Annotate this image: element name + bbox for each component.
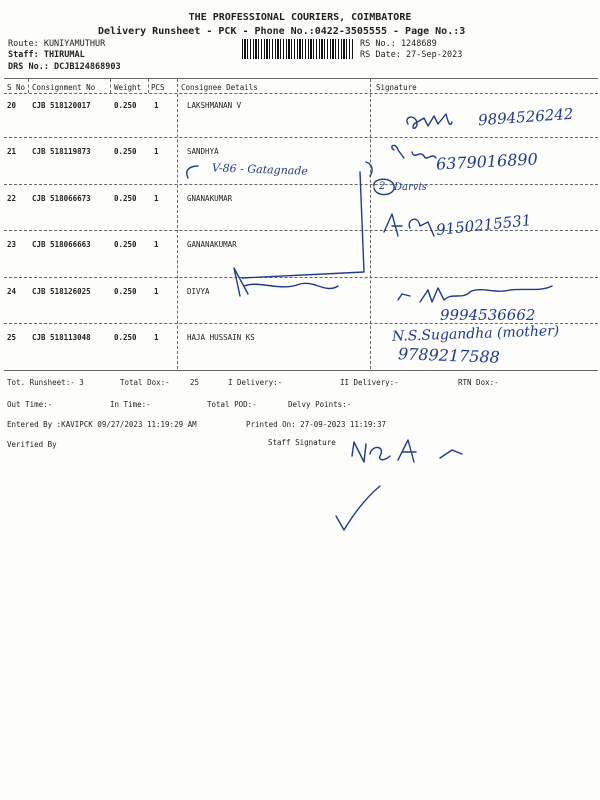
row-weight: 0.250 <box>114 287 137 296</box>
handwritten-note-row21: V-86 - Gatagnade <box>211 161 309 178</box>
drs-number: DRS No.: DCJB124868903 <box>8 62 121 72</box>
row-consignment: CJB 518126025 <box>32 287 91 296</box>
handwritten-phone-5: 9789217588 <box>397 344 501 367</box>
row-sno: 25 <box>7 333 17 342</box>
handwritten-phone-2: 6379016890 <box>435 149 539 174</box>
route-label: Route: KUNIYAMUTHUR <box>8 39 106 49</box>
total-dox-value: 25 <box>190 378 200 387</box>
row-weight: 0.250 <box>114 333 137 342</box>
row-weight: 0.250 <box>114 194 137 203</box>
circled-number: 2 <box>379 181 386 192</box>
rs-date: RS Date: 27-Sep-2023 <box>360 50 463 60</box>
row-pcs: 1 <box>154 287 159 296</box>
handwritten-word-row22: Darvis <box>394 182 427 193</box>
staff-signature-label: Staff Signature <box>268 438 336 447</box>
row-pcs: 1 <box>154 147 159 156</box>
row-weight: 0.250 <box>114 240 137 249</box>
total-runsheet: Tot. Runsheet:- 3 <box>7 378 84 387</box>
runsheet-subtitle: Delivery Runsheet - PCK - Phone No.:0422-3505555 - Page No.:3 <box>98 26 466 37</box>
total-dox-label: Total Dox:- <box>120 378 170 387</box>
handwritten-phone-4: 9994536662 <box>440 306 536 324</box>
row-pcs: 1 <box>154 333 159 342</box>
row-consignee: HAJA HUSSAIN KS <box>187 333 255 342</box>
total-pod: Total POD:- <box>207 400 257 409</box>
ii-delivery: II Delivery:- <box>340 378 399 387</box>
row-sno: 21 <box>7 147 17 156</box>
col-consignee: Consignee Details <box>181 83 258 92</box>
col-consignment: Consignment No <box>32 83 96 92</box>
out-time: Out Time:- <box>7 400 53 409</box>
verified-by: Verified By <box>7 440 57 449</box>
row-consignment: CJB 518119873 <box>32 147 91 156</box>
row-weight: 0.250 <box>114 147 137 156</box>
row-consignment: CJB 518066673 <box>32 194 91 203</box>
row-consignee: LAKSHMANAN V <box>187 101 242 110</box>
row-sno: 22 <box>7 194 17 203</box>
printed-on: Printed On: 27-09-2023 11:19:37 <box>246 420 386 429</box>
row-pcs: 1 <box>154 101 159 110</box>
row-weight: 0.250 <box>114 101 137 110</box>
in-time: In Time:- <box>110 400 151 409</box>
i-delivery: I Delivery:- <box>228 378 283 387</box>
row-consignee: GNANAKUMAR <box>187 194 233 203</box>
row-pcs: 1 <box>154 194 159 203</box>
row-consignment: CJB 518120017 <box>32 101 91 110</box>
rs-number: RS No.: 1248689 <box>360 39 437 49</box>
company-title: THE PROFESSIONAL COURIERS, COIMBATORE <box>188 12 412 23</box>
col-weight: Weight <box>114 83 142 92</box>
col-pcs: PCS <box>151 83 165 92</box>
row-sno: 20 <box>7 101 17 110</box>
col-sno: S No <box>7 83 26 92</box>
row-pcs: 1 <box>154 240 159 249</box>
row-sno: 24 <box>7 287 17 296</box>
rtn-dox: RTN Dox:- <box>458 378 499 387</box>
handwritten-phone-3: 9150215531 <box>435 211 533 239</box>
row-consignee: GANANAKUMAR <box>187 240 237 249</box>
handwritten-name-row25: N.S.Sugandha (mother) <box>391 323 560 345</box>
row-sno: 23 <box>7 240 17 249</box>
row-consignment: CJB 518066663 <box>32 240 91 249</box>
handwritten-phone-1: 9894526242 <box>477 104 574 130</box>
row-consignee: SANDHYA <box>187 147 219 156</box>
delvy-points: Delvy Points:- <box>288 400 352 409</box>
staff-label: Staff: THIRUMAL <box>8 50 85 60</box>
col-signature: Signature <box>376 83 417 92</box>
row-consignee: DIVYA <box>187 287 210 296</box>
row-consignment: CJB 518113048 <box>32 333 91 342</box>
entered-by: Entered By :KAVIPCK 09/27/2023 11:19:29 AM <box>7 420 197 429</box>
